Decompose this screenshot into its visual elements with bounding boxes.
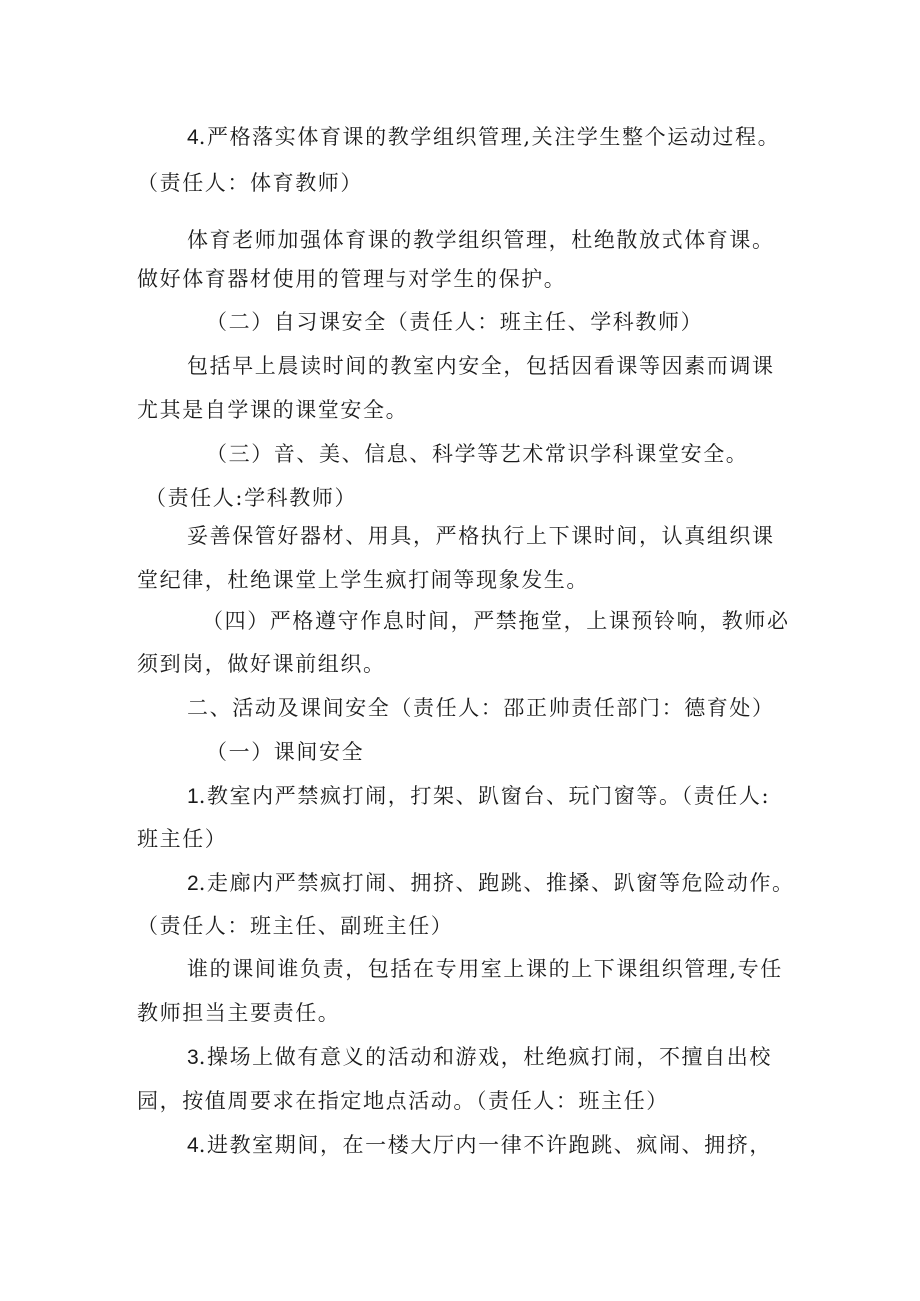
section-heading: （三）音、美、信息、科学等艺术常识学科课堂安全。	[206, 442, 749, 466]
paragraph-line: 班主任）	[137, 827, 228, 851]
list-number: 2	[187, 872, 199, 895]
section-heading: （一）课间安全	[206, 740, 365, 764]
paragraph-line: 做好体育器材使用的管理与对学生的保护。	[137, 267, 567, 291]
list-number: 1	[187, 785, 199, 808]
section-heading: （四）严格遵守作息时间，严禁拖堂，上课预铃响，教师必	[202, 609, 790, 633]
paragraph-line: 妥善保管好器材、用具，严格执行上下课时间，认真组织课	[187, 524, 775, 548]
chapter-heading: 二、活动及课间安全（责任人：邵正帅责任部门：德育处）	[187, 696, 775, 720]
paragraph-line: 教师担当主要责任。	[137, 1001, 341, 1025]
line-text: .进教室期间，在一楼大厅内一律不许跑跳、疯闹、拥挤，	[198, 1133, 772, 1157]
paragraph-line	[187, 1043, 772, 1072]
paragraph-line: （责任人:学科教师）	[145, 486, 358, 510]
paragraph-line: 包括早上晨读时间的教室内安全，包括因看课等因素而调课	[187, 354, 775, 378]
line-text: .操场上做有意义的活动和游戏，杜绝疯打闹，不擅自出校	[198, 1045, 772, 1069]
paragraph-line: 尤其是自学课的课堂安全。	[137, 398, 409, 422]
paragraph-line: 体育老师加强体育课的教学组织管理，杜绝散放式体育课。	[187, 228, 775, 252]
paragraph-line: 须到岗，做好课前组织。	[137, 652, 386, 676]
paragraph-line	[187, 782, 770, 811]
paragraph-line: （责任人：班主任、副班主任）	[137, 914, 454, 938]
paragraph-line: 堂纪律，杜绝课堂上学生疯打闹等现象发生。	[137, 568, 589, 592]
list-number: 4	[187, 1134, 199, 1157]
paragraph-line: （责任人：体育教师）	[137, 171, 363, 195]
paragraph-line	[187, 869, 795, 898]
paragraph-line: 园，按值周要求在指定地点活动。（责任人：班主任）	[137, 1089, 669, 1113]
section-heading: （二）自习课安全（责任人：班主任、学科教师）	[206, 310, 704, 334]
paragraph-line	[187, 1131, 772, 1160]
list-number: 3	[187, 1046, 199, 1069]
line-text: .教室内严禁疯打闹，打架、趴窗台、玩门窗等。（责任人:	[198, 784, 771, 808]
list-number: 4	[187, 126, 199, 149]
line-text: .严格落实体育课的教学组织管理,关注学生整个运动过程。	[198, 125, 781, 149]
paragraph-line: 谁的课间谁负责，包括在专用室上课的上下课组织管理,专任	[187, 957, 783, 981]
paragraph-line	[187, 123, 780, 152]
line-text: .走廊内严禁疯打闹、拥挤、跑跳、推搡、趴窗等危险动作。	[198, 871, 795, 895]
